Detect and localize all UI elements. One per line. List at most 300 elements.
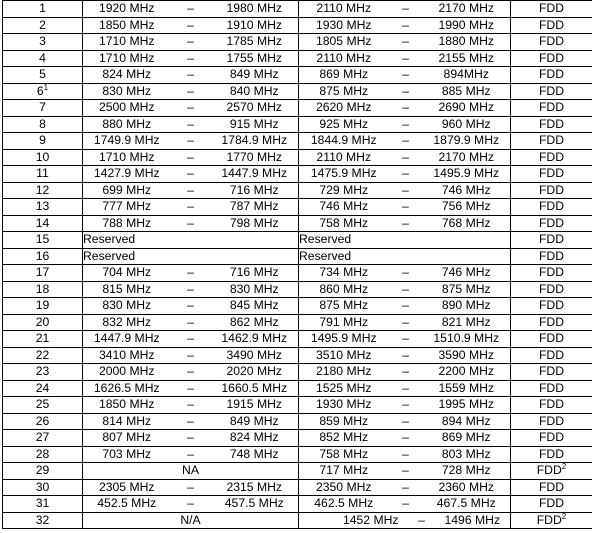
duplex-mode-cell: [511, 413, 592, 430]
band-number-cell: 32: [3, 512, 83, 529]
band-number-cell: [3, 446, 83, 463]
downlink-high-cell: 2360 MHz: [423, 479, 511, 496]
uplink-low-cell: 807 MHz: [83, 430, 171, 447]
duplex-mode: FDD: [538, 199, 565, 214]
uplink-high-cell: 2570 MHz: [211, 100, 299, 117]
downlink-high-cell: 1995 MHz: [423, 397, 511, 414]
uplink-high-cell: 830 MHz: [211, 281, 299, 298]
downlink-low-cell: 758 MHz: [299, 215, 389, 232]
uplink-dash-cell: –: [171, 116, 211, 133]
band-number: 19: [35, 298, 50, 313]
uplink-low-cell: 2000 MHz: [83, 364, 171, 381]
table-row: [3, 446, 592, 463]
uplink-high-cell: 845 MHz: [211, 298, 299, 315]
uplink-low-cell: 1626.5 MHz: [83, 380, 171, 397]
uplink-dash-cell: –: [171, 133, 211, 150]
uplink-high-cell: 716 MHz: [211, 265, 299, 282]
band-number: 1: [39, 1, 46, 16]
downlink-high-cell: 894MHz: [423, 67, 511, 84]
duplex-mode: FDD: [538, 380, 565, 395]
uplink-dash-cell: –: [171, 17, 211, 34]
uplink-dash-cell: –: [171, 199, 211, 216]
band-number: 20: [35, 314, 50, 329]
duplex-mode: FDD: [538, 479, 565, 494]
uplink-dash-cell: –: [171, 331, 211, 348]
table-row: [3, 133, 592, 150]
table-row: [3, 298, 592, 315]
band-number-cell: [3, 380, 83, 397]
downlink-low-cell: 2110 MHz: [299, 149, 389, 166]
band-number: 10: [35, 149, 50, 164]
uplink-dash-cell: –: [171, 298, 211, 315]
table-row: [3, 397, 592, 414]
downlink-low-cell: 2110 MHz: [299, 50, 389, 67]
downlink-dash-cell: –: [389, 1, 423, 18]
band-number-cell: [3, 281, 83, 298]
duplex-mode: FDD: [538, 347, 565, 362]
downlink-high-cell: 2170 MHz: [423, 149, 511, 166]
uplink-low-cell: 3410 MHz: [83, 347, 171, 364]
band-number-cell: [3, 166, 83, 183]
downlink-low-cell: 1475.9 MHz: [299, 166, 389, 183]
duplex-mode-cell: [511, 364, 592, 381]
band-number: 6: [36, 83, 44, 98]
band-number: 29: [35, 463, 50, 478]
uplink-low-cell: 699 MHz: [83, 182, 171, 199]
duplex-mode: FDD: [538, 67, 565, 82]
duplex-mode: FDD: [538, 265, 565, 280]
band-number: 28: [35, 446, 50, 461]
uplink-dash-cell: –: [171, 397, 211, 414]
band-number-cell: [3, 248, 83, 265]
downlink-dash-cell: –: [389, 479, 423, 496]
duplex-mode-cell: [511, 17, 592, 34]
table-row: [3, 100, 592, 117]
downlink-high-cell: 756 MHz: [423, 199, 511, 216]
downlink-dash-cell: –: [389, 314, 423, 331]
downlink-high-cell: 890 MHz: [423, 298, 511, 315]
downlink-low-cell: 2180 MHz: [299, 364, 389, 381]
downlink-high-cell: 821 MHz: [423, 314, 511, 331]
duplex-mode: FDD: [538, 149, 565, 164]
band-number: 17: [35, 265, 50, 280]
duplex-mode-cell: [511, 430, 592, 447]
band-number: 30: [35, 479, 50, 494]
band-number-cell: [3, 83, 83, 100]
uplink-dash-cell: –: [171, 380, 211, 397]
duplex-mode: FDD: [536, 463, 562, 478]
uplink-low-cell: 1710 MHz: [83, 50, 171, 67]
uplink-high-cell: 748 MHz: [211, 446, 299, 463]
downlink-high-cell: 1559 MHz: [423, 380, 511, 397]
table-row: [3, 265, 592, 282]
uplink-low-cell: 452.5 MHz: [83, 496, 171, 513]
downlink-dash-cell: –: [389, 364, 423, 381]
downlink-high-cell: 1880 MHz: [423, 34, 511, 51]
downlink-dash-cell: –: [389, 298, 423, 315]
duplex-mode: FDD: [538, 215, 565, 230]
uplink-dash-cell: –: [171, 479, 211, 496]
band-number-cell: [3, 1, 83, 18]
table-row: [3, 50, 592, 67]
downlink-low-cell: 1495.9 MHz: [299, 331, 389, 348]
downlink-low-cell: 859 MHz: [299, 413, 389, 430]
band-number: 18: [35, 281, 50, 296]
downlink-high: 1496 MHz: [444, 512, 501, 527]
duplex-mode-cell: [511, 215, 592, 232]
uplink-high-cell: 1755 MHz: [211, 50, 299, 67]
duplex-mode: FDD: [538, 314, 565, 329]
downlink-low-cell: 1930 MHz: [299, 397, 389, 414]
uplink-dash-cell: –: [171, 446, 211, 463]
duplex-mode-cell: [511, 479, 592, 496]
band-number: 8: [39, 116, 46, 131]
uplink-na-cell: N/A: [83, 512, 299, 529]
band-number-cell: [3, 232, 83, 249]
downlink-low-cell: 3510 MHz: [299, 347, 389, 364]
duplex-mode: FDD: [538, 166, 565, 181]
duplex-footnote-marker: 2: [561, 462, 567, 472]
band-number-cell: [3, 496, 83, 513]
duplex-mode-cell: [511, 512, 592, 529]
band-number-cell: [3, 430, 83, 447]
downlink-high-cell: 768 MHz: [423, 215, 511, 232]
uplink-dash-cell: –: [171, 265, 211, 282]
band-number-cell: [3, 314, 83, 331]
downlink-reserved-cell: Reserved: [299, 232, 511, 249]
band-number-cell: [3, 265, 83, 282]
downlink-dash-cell: –: [389, 413, 423, 430]
downlink-high-cell: 803 MHz: [423, 446, 511, 463]
band-number: 31: [35, 496, 50, 511]
downlink-dash-cell: –: [389, 149, 423, 166]
uplink-low-cell: 880 MHz: [83, 116, 171, 133]
downlink-high-cell: 875 MHz: [423, 281, 511, 298]
band-number: 9: [39, 133, 46, 148]
duplex-footnote-marker: 2: [561, 512, 567, 521]
downlink-low-cell: 1930 MHz: [299, 17, 389, 34]
table-row: [3, 479, 592, 496]
band-number: 27: [35, 430, 50, 445]
band-number-cell: [3, 215, 83, 232]
band-number: 5: [39, 67, 46, 82]
band-number: 21: [35, 331, 50, 346]
band-table-body: [3, 1, 592, 529]
duplex-mode-cell: [511, 34, 592, 51]
uplink-high-cell: 2020 MHz: [211, 364, 299, 381]
duplex-mode: FDD: [538, 50, 565, 65]
uplink-high-cell: 840 MHz: [211, 83, 299, 100]
uplink-low-cell: 1427.9 MHz: [83, 166, 171, 183]
duplex-mode-cell: [511, 149, 592, 166]
uplink-dash-cell: –: [171, 34, 211, 51]
table-row: [3, 380, 592, 397]
duplex-mode-cell: [511, 397, 592, 414]
band-number: 15: [35, 232, 50, 247]
duplex-mode: FDD: [538, 281, 565, 296]
uplink-high-cell: 798 MHz: [211, 215, 299, 232]
band-number-cell: [3, 397, 83, 414]
table-row: [3, 34, 592, 51]
uplink-dash-cell: –: [171, 215, 211, 232]
downlink-low-cell: 869 MHz: [299, 67, 389, 84]
duplex-mode-cell: [511, 281, 592, 298]
band-number-cell: [3, 298, 83, 315]
uplink-dash-cell: –: [171, 314, 211, 331]
downlink-high-cell: 1495.9 MHz: [423, 166, 511, 183]
downlink-high-cell: 2690 MHz: [423, 100, 511, 117]
duplex-mode-cell: [511, 331, 592, 348]
band-number-cell: [3, 364, 83, 381]
downlink-high-cell: 1879.9 MHz: [423, 133, 511, 150]
downlink-dash-cell: –: [389, 496, 423, 513]
downlink-dash-cell: –: [389, 446, 423, 463]
duplex-mode: FDD: [538, 364, 565, 379]
table-row: [3, 67, 592, 84]
uplink-dash-cell: –: [171, 149, 211, 166]
table-row: [3, 496, 592, 513]
duplex-mode-cell: [511, 496, 592, 513]
duplex-mode-cell: [511, 347, 592, 364]
uplink-dash-cell: –: [171, 67, 211, 84]
downlink-high-cell: 728 MHz: [423, 463, 511, 480]
band-number: 22: [35, 347, 50, 362]
duplex-mode-cell: [511, 116, 592, 133]
uplink-high-cell: 824 MHz: [211, 430, 299, 447]
duplex-mode: FDD: [538, 397, 565, 412]
uplink-low-cell: 1920 MHz: [83, 1, 171, 18]
uplink-low-cell: 814 MHz: [83, 413, 171, 430]
downlink-dash-cell: –: [389, 430, 423, 447]
band-number-cell: [3, 133, 83, 150]
uplink-low-cell: 1710 MHz: [83, 149, 171, 166]
band-footnote-marker: 1: [43, 83, 49, 92]
duplex-mode: FDD: [538, 331, 565, 346]
downlink-low-cell: 758 MHz: [299, 446, 389, 463]
uplink-low-cell: 703 MHz: [83, 446, 171, 463]
band-number-cell: [3, 413, 83, 430]
table-row: [3, 347, 592, 364]
downlink-low-cell: 1844.9 MHz: [299, 133, 389, 150]
uplink-low-cell: 1850 MHz: [83, 17, 171, 34]
downlink-dash-cell: –: [389, 100, 423, 117]
table-row: [3, 232, 592, 249]
band-number-cell: [3, 331, 83, 348]
band-number-cell: [3, 100, 83, 117]
uplink-high-cell: 1980 MHz: [211, 1, 299, 18]
band-number: 23: [35, 364, 50, 379]
table-row: [3, 17, 592, 34]
duplex-mode-cell: [511, 232, 592, 249]
uplink-low-cell: 824 MHz: [83, 67, 171, 84]
band-number: 16: [35, 248, 50, 263]
downlink-dash-cell: –: [389, 199, 423, 216]
duplex-mode: FDD: [538, 1, 565, 16]
downlink-low-cell: 852 MHz: [299, 430, 389, 447]
table-row: [3, 182, 592, 199]
duplex-mode-cell: [511, 100, 592, 117]
downlink-high-cell: 894 MHz: [423, 413, 511, 430]
downlink-low-cell: 2110 MHz: [299, 1, 389, 18]
downlink-dash-cell: –: [389, 50, 423, 67]
downlink-low-cell: 734 MHz: [299, 265, 389, 282]
uplink-low-cell: 815 MHz: [83, 281, 171, 298]
downlink-low-cell: 875 MHz: [299, 83, 389, 100]
table-row: [3, 314, 592, 331]
duplex-mode: FDD: [538, 133, 565, 148]
table-row: [3, 281, 592, 298]
downlink-low-cell: 875 MHz: [299, 298, 389, 315]
downlink-dash-cell: –: [389, 133, 423, 150]
band-number: 24: [35, 380, 50, 395]
uplink-dash-cell: –: [171, 413, 211, 430]
downlink-high-cell: 467.5 MHz: [423, 496, 511, 513]
table-row: [3, 199, 592, 216]
duplex-mode: FDD: [538, 446, 565, 461]
table-row: [3, 116, 592, 133]
duplex-mode-cell: [511, 314, 592, 331]
downlink-dash-cell: –: [389, 83, 423, 100]
downlink-low-cell: 2350 MHz: [299, 479, 389, 496]
duplex-mode-cell: [511, 50, 592, 67]
uplink-low-cell: 704 MHz: [83, 265, 171, 282]
uplink-low-cell: 2305 MHz: [83, 479, 171, 496]
table-row: [3, 331, 592, 348]
duplex-mode-cell: [511, 199, 592, 216]
uplink-reserved-cell: Reserved: [83, 248, 299, 265]
uplink-dash-cell: –: [171, 364, 211, 381]
downlink-dash-cell: –: [389, 182, 423, 199]
uplink-high-cell: 849 MHz: [211, 413, 299, 430]
table-row: [3, 166, 592, 183]
downlink-low-cell: 860 MHz: [299, 281, 389, 298]
downlink-high-cell: 746 MHz: [423, 265, 511, 282]
uplink-low-cell: 1447.9 MHz: [83, 331, 171, 348]
downlink-low-cell: 791 MHz: [299, 314, 389, 331]
band-number: 25: [35, 397, 50, 412]
downlink-high-cell: 1510.9 MHz: [423, 331, 511, 348]
downlink-low-cell: 1805 MHz: [299, 34, 389, 51]
downlink-high-cell: 960 MHz: [423, 116, 511, 133]
uplink-low-cell: 1850 MHz: [83, 397, 171, 414]
table-row: [3, 1, 592, 18]
uplink-high-cell: 1784.9 MHz: [211, 133, 299, 150]
uplink-dash-cell: –: [171, 430, 211, 447]
downlink-high-cell: 3590 MHz: [423, 347, 511, 364]
downlink-high-cell: 2155 MHz: [423, 50, 511, 67]
duplex-mode-cell: [511, 1, 592, 18]
uplink-high-cell: 1785 MHz: [211, 34, 299, 51]
downlink-dash-cell: –: [389, 34, 423, 51]
downlink-high-cell: 885 MHz: [423, 83, 511, 100]
band-number: 7: [39, 100, 46, 115]
duplex-mode: FDD: [538, 34, 565, 49]
downlink-low-cell: 746 MHz: [299, 199, 389, 216]
uplink-high-cell: 1447.9 MHz: [211, 166, 299, 183]
band-number: 4: [39, 50, 46, 65]
downlink-dash-cell: –: [389, 380, 423, 397]
downlink-dash-cell: –: [389, 397, 423, 414]
downlink-dash-cell: –: [389, 116, 423, 133]
band-number: 3: [39, 34, 46, 49]
uplink-dash-cell: –: [171, 100, 211, 117]
duplex-mode: FDD: [538, 430, 565, 445]
duplex-mode-cell: [511, 380, 592, 397]
duplex-mode: FDD: [538, 413, 565, 428]
band-number-cell: [3, 149, 83, 166]
duplex-mode: FDD: [538, 116, 565, 131]
band-number-cell: [3, 479, 83, 496]
table-row: [3, 463, 592, 480]
table-row: [3, 149, 592, 166]
uplink-dash-cell: –: [171, 347, 211, 364]
downlink-dash-cell: –: [389, 331, 423, 348]
duplex-mode-cell: [511, 182, 592, 199]
duplex-mode-cell: [511, 133, 592, 150]
band-number-cell: [3, 67, 83, 84]
duplex-mode: FDD: [538, 182, 565, 197]
uplink-dash-cell: –: [171, 83, 211, 100]
table-row: [3, 83, 592, 100]
uplink-high-cell: 1910 MHz: [211, 17, 299, 34]
downlink-dash-cell: –: [389, 463, 423, 480]
band-number-cell: [3, 34, 83, 51]
downlink-low-cell: 462.5 MHz: [299, 496, 389, 513]
duplex-mode: FDD: [538, 83, 565, 98]
duplex-mode-cell: [511, 298, 592, 315]
band-number-cell: [3, 116, 83, 133]
uplink-low-cell: 1749.9 MHz: [83, 133, 171, 150]
uplink-high-cell: 1915 MHz: [211, 397, 299, 414]
band-number-cell: [3, 17, 83, 34]
uplink-dash-cell: –: [171, 281, 211, 298]
uplink-low-cell: 788 MHz: [83, 215, 171, 232]
uplink-low-cell: 777 MHz: [83, 199, 171, 216]
duplex-mode-cell: [511, 265, 592, 282]
table-row: [3, 512, 592, 529]
uplink-low-cell: 1710 MHz: [83, 34, 171, 51]
uplink-high-cell: 787 MHz: [211, 199, 299, 216]
uplink-reserved-cell: Reserved: [83, 232, 299, 249]
duplex-mode-cell: [511, 67, 592, 84]
downlink-dash-cell: –: [389, 17, 423, 34]
band-number-cell: [3, 182, 83, 199]
downlink-dash-cell: –: [389, 347, 423, 364]
downlink-dash-cell: –: [389, 166, 423, 183]
uplink-high-cell: 1660.5 MHz: [211, 380, 299, 397]
duplex-mode: FDD: [536, 512, 562, 527]
table-row: [3, 430, 592, 447]
uplink-high-cell: 849 MHz: [211, 67, 299, 84]
downlink-high-cell: 746 MHz: [423, 182, 511, 199]
table-row: [3, 215, 592, 232]
uplink-low-cell: 830 MHz: [83, 83, 171, 100]
band-number: 12: [35, 182, 50, 197]
downlink-dash: –: [418, 512, 425, 527]
band-number-cell: [3, 199, 83, 216]
band-number-cell: [3, 347, 83, 364]
band-number-cell: [3, 50, 83, 67]
duplex-mode: FDD: [538, 248, 565, 263]
downlink-high-cell: 869 MHz: [423, 430, 511, 447]
downlink-low-cell: 925 MHz: [299, 116, 389, 133]
uplink-dash-cell: –: [171, 50, 211, 67]
downlink-low-cell: 717 MHz: [299, 463, 389, 480]
uplink-high-cell: 3490 MHz: [211, 347, 299, 364]
uplink-high-cell: 1770 MHz: [211, 149, 299, 166]
uplink-low-cell: 830 MHz: [83, 298, 171, 315]
duplex-mode-cell: [511, 248, 592, 265]
